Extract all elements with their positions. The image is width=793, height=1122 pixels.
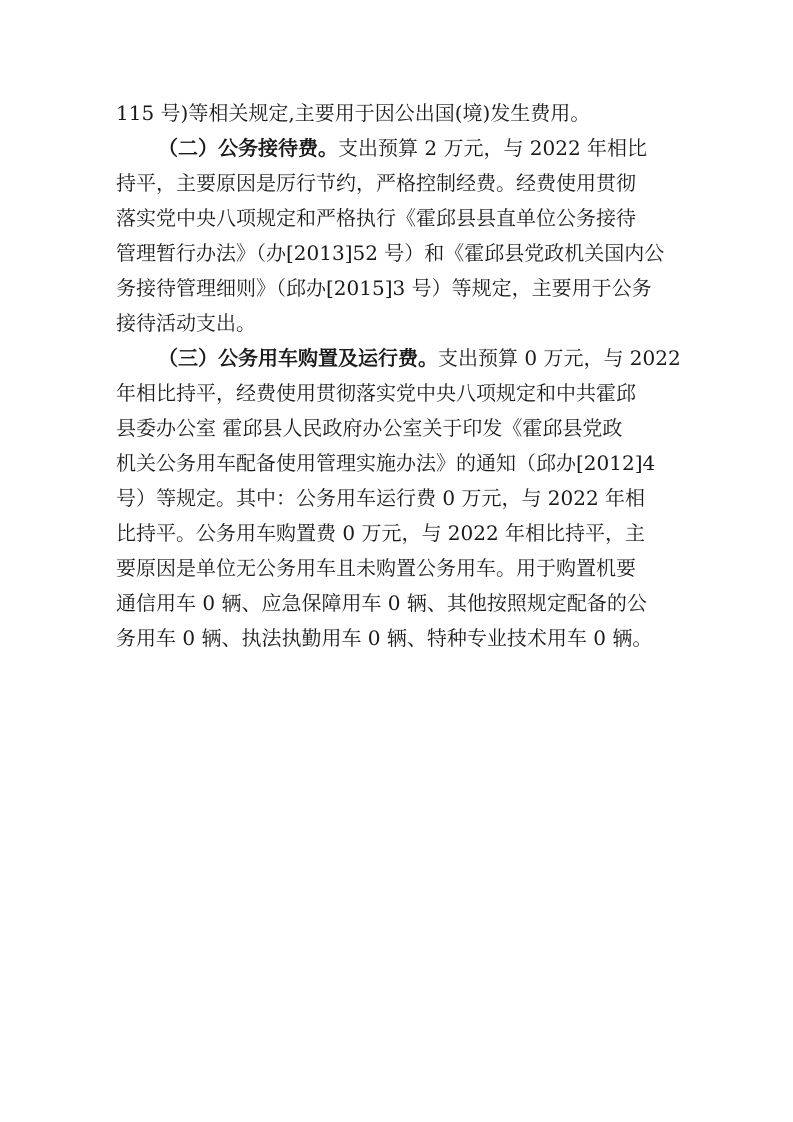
paragraph-3-line-3 — [116, 411, 681, 446]
text-line: 持平，主要原因是厉行节约，严格控制经费。经费使用贯彻 — [116, 171, 636, 195]
paragraph-1-line-1 — [116, 96, 681, 131]
paragraph-3-line-1 — [116, 341, 681, 376]
text-line: 接待活动支出。 — [116, 311, 256, 335]
paragraph-3-line-7 — [116, 551, 681, 586]
paragraph-3-line-4 — [116, 446, 681, 481]
paragraph-3-line-6 — [116, 516, 681, 551]
paragraph-2-line-1 — [116, 131, 681, 166]
text-line: 落实党中央八项规定和严格执行《霍邱县县直单位公务接待 — [116, 206, 636, 230]
text-line: 号）等规定。其中：公务用车运行费 0 万元，与 2022 年相 — [116, 486, 646, 510]
paragraph-2-line-5 — [116, 271, 681, 306]
document-page — [116, 96, 681, 656]
paragraph-3-line-8 — [116, 586, 681, 621]
paragraph-3-line-5 — [116, 481, 681, 516]
paragraph-2-line-3 — [116, 201, 681, 236]
text-line: 年相比持平，经费使用贯彻落实党中央八项规定和中共霍邱 — [116, 381, 636, 405]
text-line: 支出预算 2 万元，与 2022 年相比 — [338, 136, 648, 160]
text-line: 务接待管理细则》（邱办[2015]3 号）等规定，主要用于公务 — [116, 276, 652, 300]
text-line: 支出预算 0 万元，与 2022 — [438, 346, 681, 370]
text-line: 务用车 0 辆、执法执勤用车 0 辆、特种专业技术用车 0 辆。 — [116, 626, 653, 650]
text-line: 县委办公室 霍邱县人民政府办公室关于印发《霍邱县党政 — [116, 416, 623, 440]
paragraph-2-line-2 — [116, 166, 681, 201]
text-line: 机关公务用车配备使用管理实施办法》的通知（邱办[2012]4 — [116, 451, 656, 475]
paragraph-2-line-4 — [116, 236, 681, 271]
paragraph-3-line-9 — [116, 621, 681, 656]
text-line: 要原因是单位无公务用车且未购置公务用车。用于购置机要 — [116, 556, 636, 580]
section-heading-reception: （二）公务接待费。 — [158, 136, 338, 160]
text-line: 比持平。公务用车购置费 0 万元，与 2022 年相比持平，主 — [116, 521, 646, 545]
paragraph-3-line-2 — [116, 376, 681, 411]
text-line: 115 号)等相关规定,主要用于因公出国(境)发生费用。 — [116, 101, 591, 125]
section-heading-vehicles: （三）公务用车购置及运行费。 — [158, 346, 438, 370]
text-line: 通信用车 0 辆、应急保障用车 0 辆、其他按照规定配备的公 — [116, 591, 647, 615]
text-line: 管理暂行办法》（办[2013]52 号）和《霍邱县党政机关国内公 — [116, 241, 665, 265]
paragraph-2-line-6 — [116, 306, 681, 341]
